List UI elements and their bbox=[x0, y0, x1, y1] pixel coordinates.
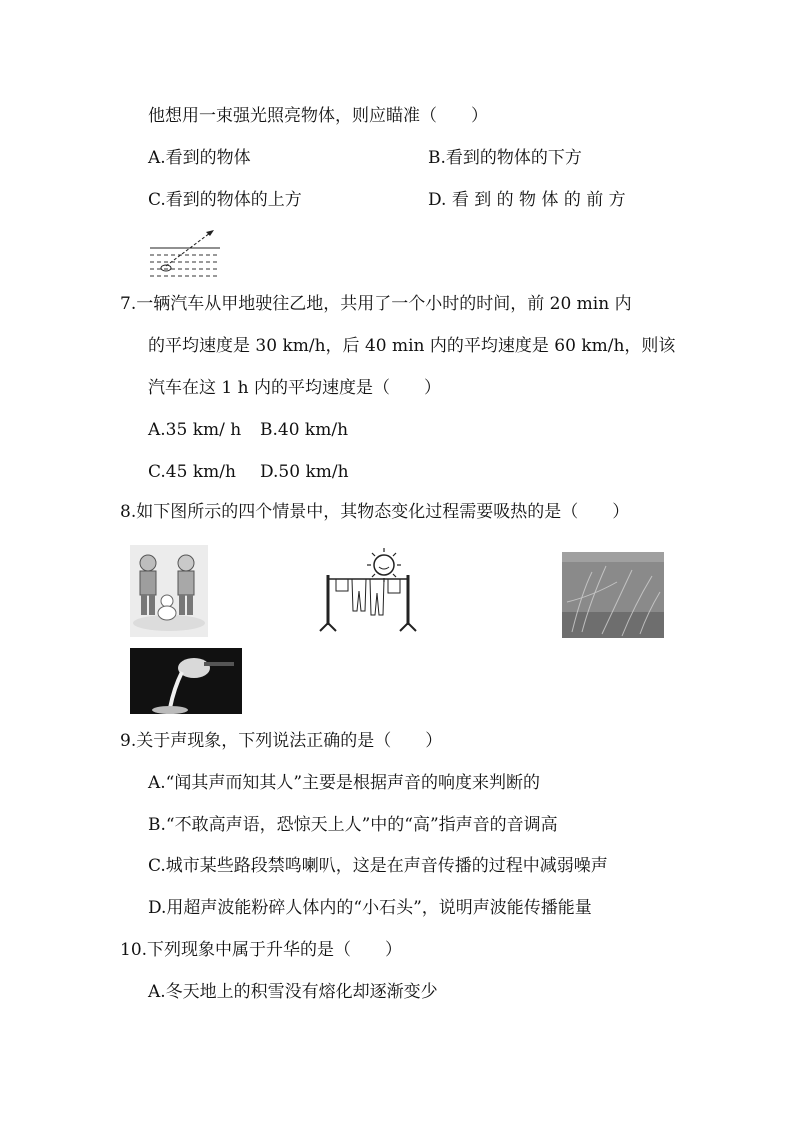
kids-snowman-image bbox=[130, 545, 208, 637]
q7-option-d: D.50 km/h bbox=[260, 462, 349, 482]
q6-option-d: D. 看 到 的 物 体 的 前 方 bbox=[428, 190, 626, 210]
q9-option-c: C.城市某些路段禁鸣喇叭，这是在声音传播的过程中减弱噪声 bbox=[148, 856, 608, 876]
q7-option-c: C.45 km/h bbox=[148, 462, 236, 482]
q6-option-c: C.看到的物体的上方 bbox=[148, 190, 302, 210]
q7-stem-line1: 7.一辆汽车从甲地驶往乙地，共用了一个小时的时间，前 20 min 内 bbox=[120, 294, 632, 314]
drying-clothes-image bbox=[318, 545, 418, 633]
q6-option-b: B.看到的物体的下方 bbox=[428, 148, 582, 168]
q6-stem: 他想用一束强光照亮物体，则应瞄准（ ） bbox=[148, 106, 488, 126]
q6-option-a: A.看到的物体 bbox=[148, 148, 251, 168]
q9-option-d: D.用超声波能粉碎人体内的“小石头”，说明声波能传播能量 bbox=[148, 898, 592, 918]
q8-stem: 8.如下图所示的四个情景中，其物态变化过程需要吸热的是（ ） bbox=[120, 502, 630, 522]
molten-iron-image bbox=[130, 648, 242, 714]
q9-option-a: A.“闻其声而知其人”主要是根据声音的响度来判断的 bbox=[148, 773, 541, 793]
q7-stem-line2: 的平均速度是 30 km/h，后 40 min 内的平均速度是 60 km/h，则该 bbox=[148, 336, 676, 356]
q6-water-figure bbox=[148, 224, 222, 278]
q9-option-b: B.“不敢高声语，恐惊天上人”中的“高”指声音的音调高 bbox=[148, 815, 558, 835]
q7-stem-line3: 汽车在这 1 h 内的平均速度是（ ） bbox=[148, 378, 441, 398]
frost-window-image bbox=[562, 552, 664, 638]
q10-stem: 10.下列现象中属于升华的是（ ） bbox=[120, 940, 403, 960]
q7-option-b: B.40 km/h bbox=[260, 420, 349, 440]
q10-option-a: A.冬天地上的积雪没有熔化却逐渐变少 bbox=[148, 982, 438, 1002]
q7-option-a: A.35 km/ h bbox=[148, 420, 242, 440]
q9-stem: 9.关于声现象，下列说法正确的是（ ） bbox=[120, 731, 443, 751]
